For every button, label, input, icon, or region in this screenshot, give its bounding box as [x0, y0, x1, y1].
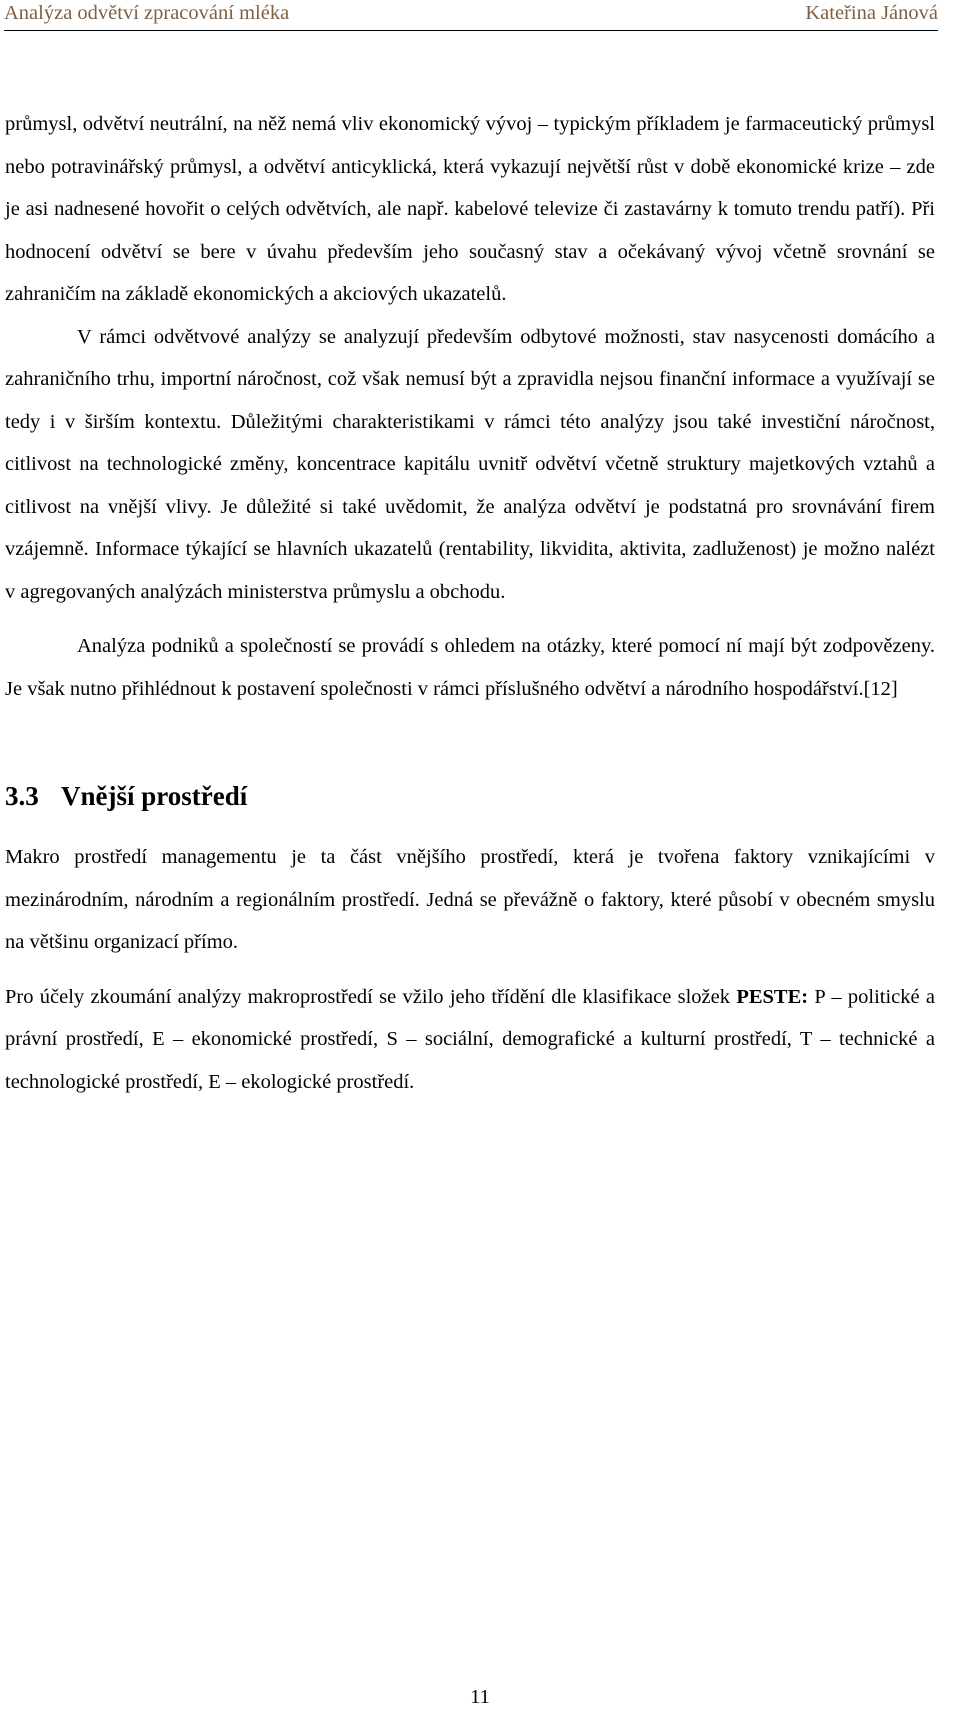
header-author: Kateřina Jánová — [805, 2, 938, 24]
peste-list-text: P – politické a právní prostředí, E – ekonomické prostředí, S – sociální, demografické a kulturní prostředí, T – technické a technologické prostředí, E – ekologické prostředí. — [5, 985, 935, 1093]
paragraph-industry-analysis: V rámci odvětvové analýzy se analyzují především odbytové možnosti, stav nasycenosti domácího a zahraničního trhu, importní náročnost, což však nemusí být a zpravidla nejsou finanční informace a využívají se tedy i v širším kontextu. Důležitými charakteristikami v rámci této analýzy jsou také investiční náročnost, citlivost na technologické změny, koncentrace kapitálu uvnitř odvětví včetně struktury majetkových vztahů a citlivost na vnější vlivy. Je důležité si také uvědomit, že analýza odvětví je podstatná pro srovnávání firem vzájemně. Informace týkající se hlavních ukazatelů (rentability, likvidita, aktivita, zadluženost) je možno nalézt v agregovaných analýzách ministerstva průmyslu a obchodu. — [5, 325, 935, 603]
section-heading — [5, 776, 935, 816]
section-title: Vnější prostředí — [61, 781, 248, 811]
header-title: Analýza odvětví zpracování mléka — [4, 2, 290, 24]
peste-lead-text: Pro účely zkoumání analýzy makroprostředí se vžilo jeho třídění dle klasifikace složek — [5, 985, 731, 1008]
running-header — [4, 0, 938, 31]
peste-label: PESTE: — [736, 985, 809, 1008]
paragraph-company-analysis: Analýza podniků a společností se provádí s ohledem na otázky, které pomocí ní mají být zodpovězeny. Je však nutno přihlédnout k postavení společnosti v rámci příslušného odvětví a národního hospodářství.[12] — [5, 635, 935, 700]
page-number: 11 — [470, 1686, 490, 1708]
section-number: 3.3 — [5, 781, 39, 811]
paragraph-peste — [5, 976, 935, 1104]
paragraph-continued: průmysl, odvětví neutrální, na něž nemá vliv ekonomický vývoj – typickým příkladem je farmaceutický průmysl nebo potravinářský průmysl, a odvětví anticyklická, která vykazují největší růst v době ekonomické krize – zde je asi nadnesené hovořit o celých odvětvích, ale např. kabelové televize či zastavárny k tomuto trendu patří). Při hodnocení odvětví se bere v úvahu především jeho současný stav a očekávaný vývoj včetně srovnání se zahraničím na základě ekonomických a akciových ukazatelů. — [5, 113, 935, 305]
paragraph-macro-environment: Makro prostředí managementu je ta část vnějšího prostředí, která je tvořena faktory vznikajícími v mezinárodním, národním a regionálním prostředí. Jedná se převážně o faktory, které působí v obecném smyslu na většinu organizací přímo. — [5, 846, 935, 953]
page-body — [5, 103, 935, 1103]
